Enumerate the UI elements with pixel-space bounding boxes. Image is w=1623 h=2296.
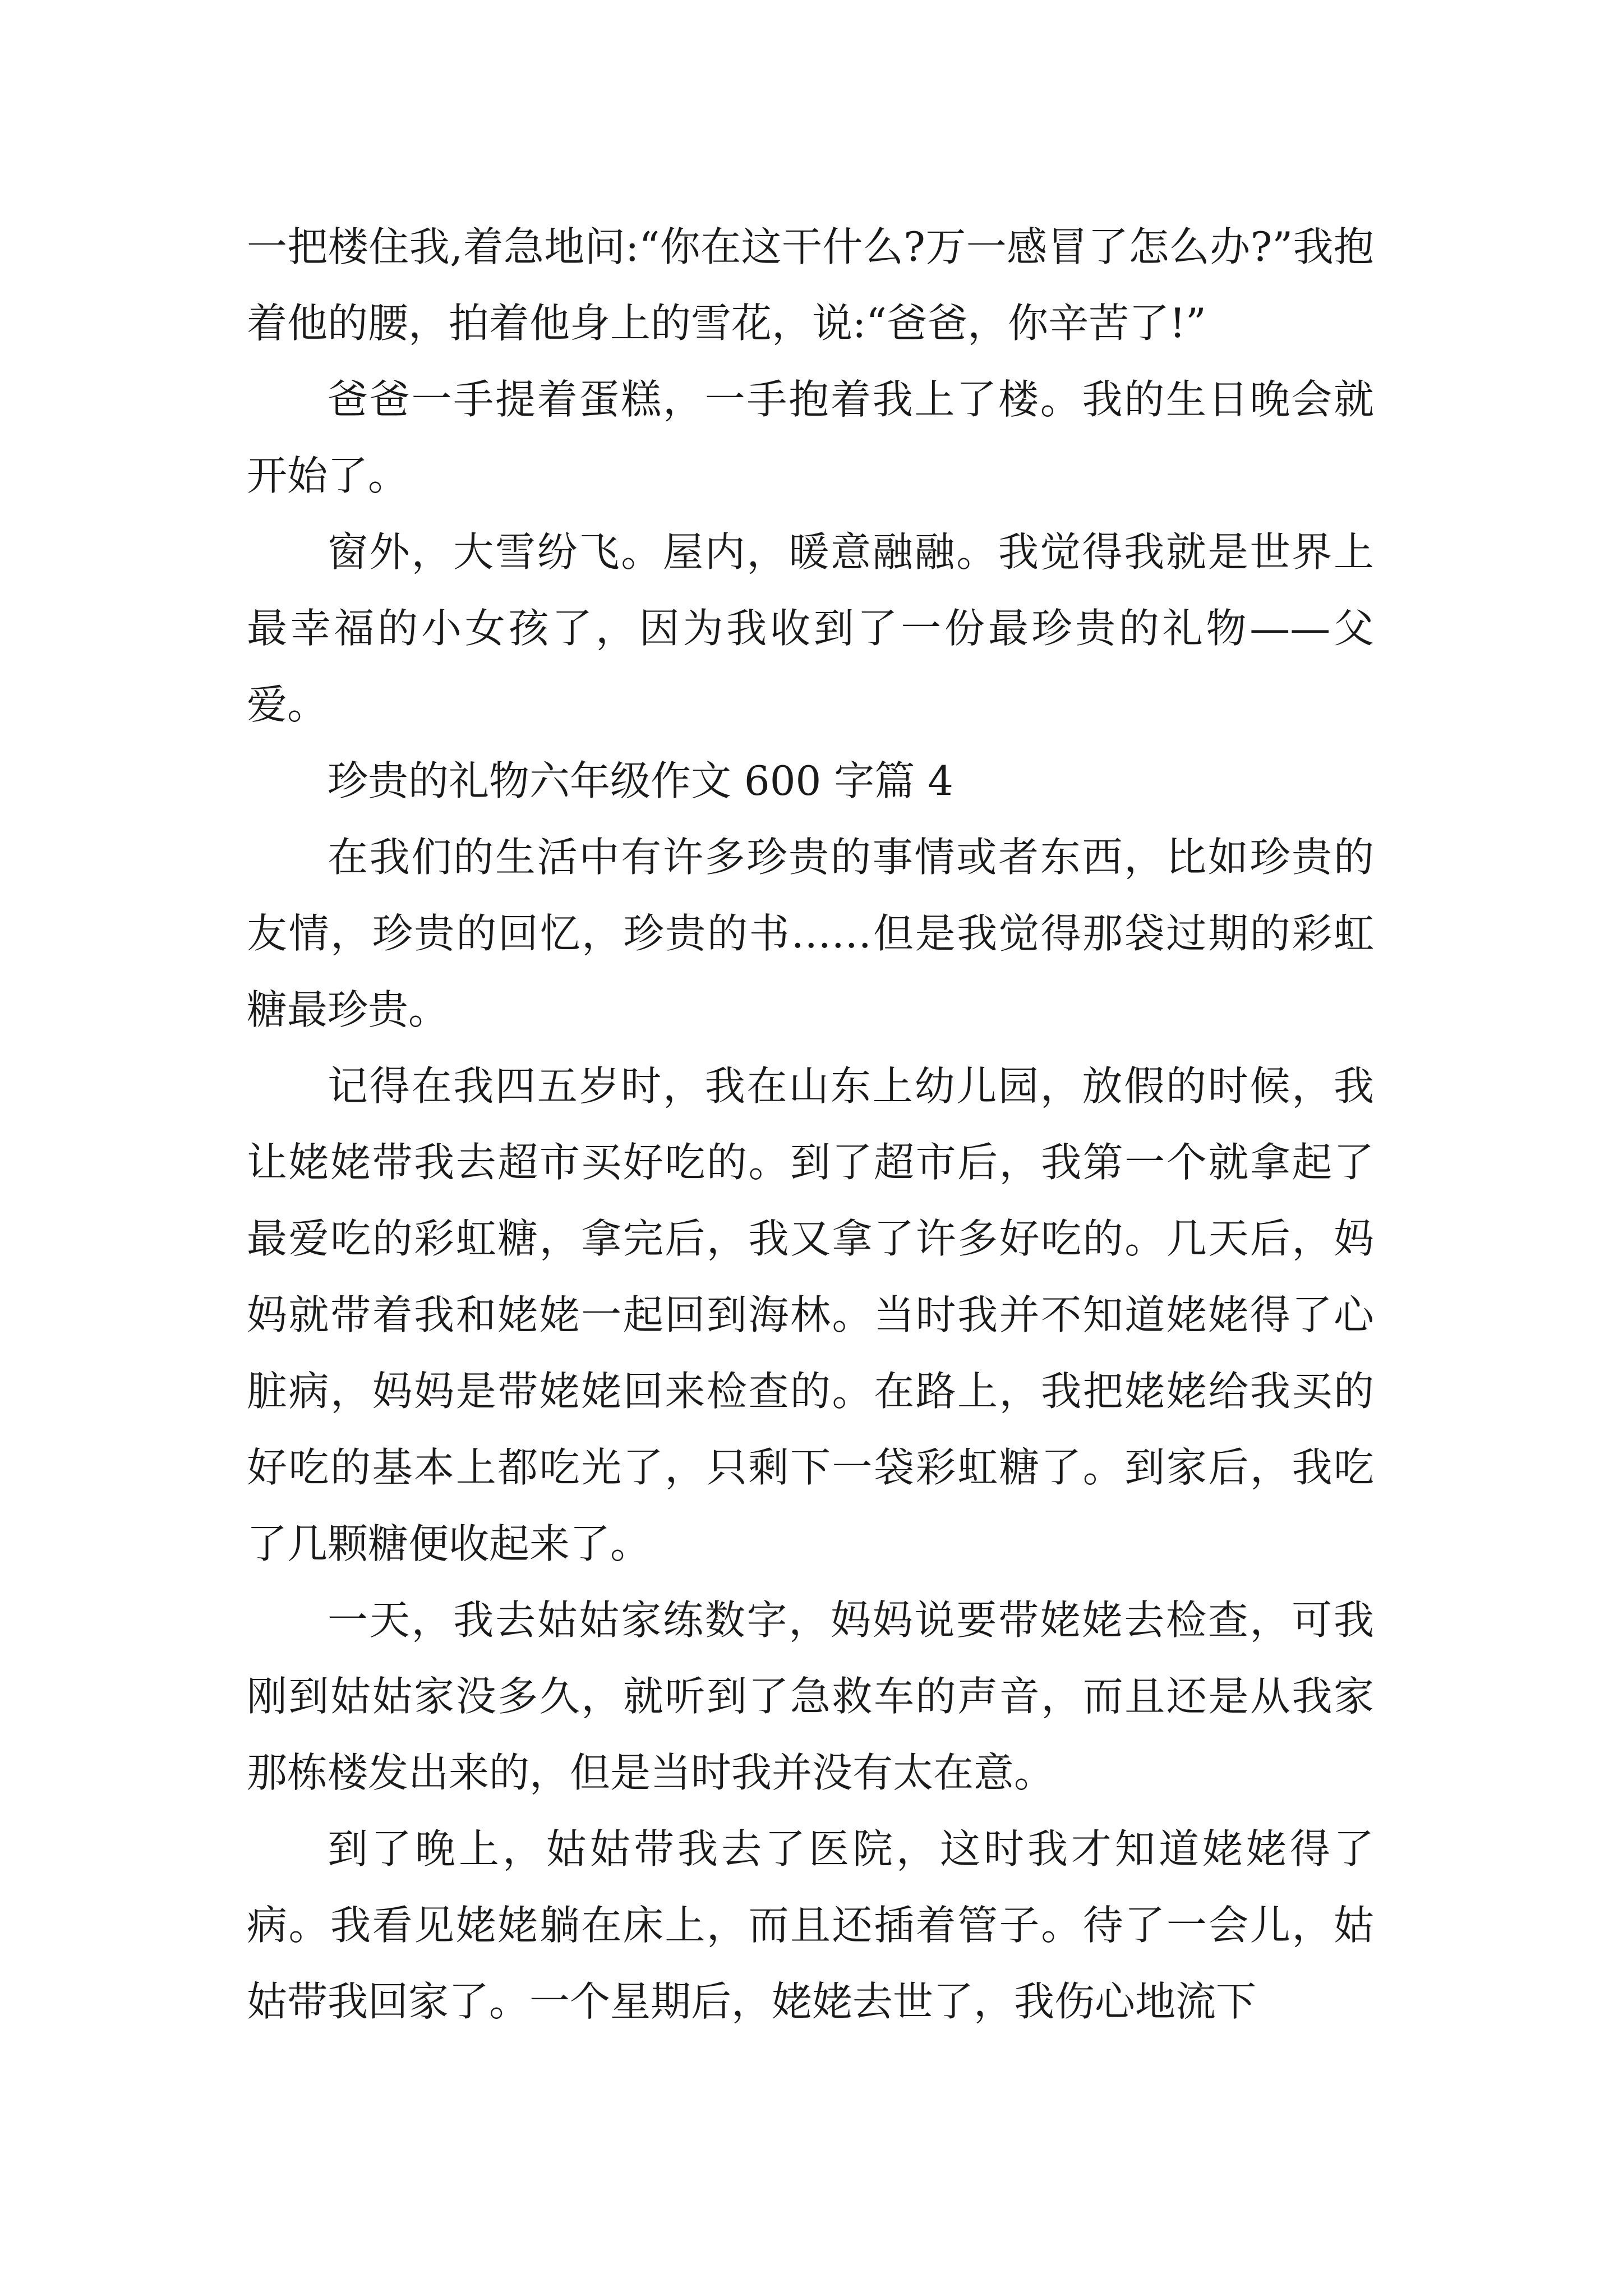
document-body [247,209,1374,2040]
section-heading: 珍贵的礼物六年级作文 600 字篇 4 [328,757,953,804]
paragraph-6: 记得在我四五岁时，我在山东上幼儿园，放假的时候，我让姥姥带我去超市买好吃的。到了超市后，我第一个就拿起了最爱吃的彩虹糖，拿完后，我又拿了许多好吃的。几天后，妈妈就带着我和姥姥一起回到海林。当时我并不知道姥姥得了心脏病，妈妈是带姥姥回来检查的。在路上，我把姥姥给我买的好吃的基本上都吃光了，只剩下一袋彩虹糖了。到家后，我吃了几颗糖便收起来了。 [247,1062,1374,1567]
paragraph-5: 在我们的生活中有许多珍贵的事情或者东西，比如珍贵的友情，珍贵的回忆，珍贵的书……但是我觉得那袋过期的彩虹糖最珍贵。 [247,834,1374,1033]
paragraph-8: 到了晚上，姑姑带我去了医院，这时我才知道姥姥得了病。我看见姥姥躺在床上，而且还插着管子。待了一会儿，姑姑带我回家了。一个星期后，姥姥去世了，我伤心地流下 [247,1825,1374,2025]
paragraph-7: 一天，我去姑姑家练数字，妈妈说要带姥姥去检查，可我刚到姑姑家没多久，就听到了急救车的声音，而且还是从我家那栋楼发出来的，但是当时我并没有太在意。 [247,1596,1374,1796]
paragraph-3: 窗外，大雪纷飞。屋内，暖意融融。我觉得我就是世界上最幸福的小女孩了，因为我收到了一份最珍贵的礼物——父爱。 [247,528,1374,728]
paragraph-2: 爸爸一手提着蛋糕，一手抱着我上了楼。我的生日晚会就开始了。 [247,376,1374,499]
paragraph-1: 一把楼住我,着急地问:“你在这干什么?万一感冒了怎么办?”我抱着他的腰，拍着他身上的雪花，说:“爸爸，你辛苦了!” [247,223,1374,347]
